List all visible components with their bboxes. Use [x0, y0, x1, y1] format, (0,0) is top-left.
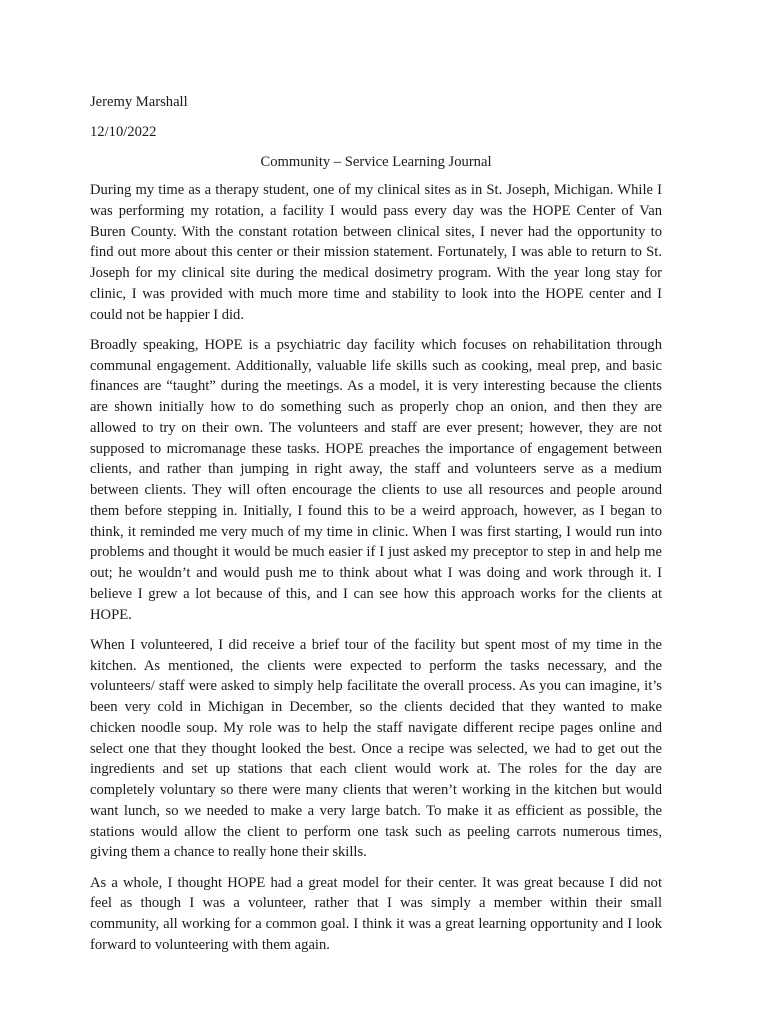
document-date: 12/10/2022 — [90, 124, 157, 140]
paragraph-line: stations would allow the client to perform one task such as peeling carrots numerous times, — [90, 823, 662, 840]
paragraph-line: want lunch, so we needed to make a very large batch. To make it as efficient as possible, the — [90, 802, 662, 819]
paragraph-line: think, it reminded me very much of my time in clinic. When I was first starting, I would run into — [90, 523, 662, 540]
paragraph-line: As a whole, I thought HOPE had a great model for their center. It was great because I did not — [90, 874, 662, 891]
paragraph-line: finances are “taught” during the meetings. As a model, it is very interesting because the clients — [90, 378, 662, 395]
paragraph-line: are shown initially how to do something such as properly chop an onion, and then they are — [90, 399, 662, 415]
paragraph-line: between clients. They will often encourage the clients to use all resources and people around — [90, 482, 662, 498]
paragraph-line: believe I grew a lot because of this, and I can see how this approach works for the clients at — [90, 585, 662, 602]
paragraph-line: forward to volunteering with them again. — [90, 936, 330, 953]
paragraph-line: giving them a chance to really hone their skills. — [90, 844, 367, 861]
document-title: Community – Service Learning Journal — [260, 154, 492, 170]
body-paragraph — [90, 335, 662, 626]
paragraph-line: chicken noodle soup. My role was to help the staff navigate different recipe pages online and — [90, 719, 662, 736]
paragraph-line: kitchen. As mentioned, the clients were expected to perform the tasks necessary, and the — [90, 657, 662, 674]
paragraph-line: problems and thought it would be much easier if I just asked my preceptor to step in and help me — [90, 544, 662, 561]
paragraph-line: When I volunteered, I did receive a brief tour of the facility but spent most of my time in the — [90, 636, 662, 653]
paragraph-line: supposed to micromanage these tasks. HOPE preaches the importance of engagement between — [90, 440, 662, 457]
paragraph-line: communal engagement. Additionally, valuable life skills such as cooking, meal prep, and basic — [90, 357, 662, 374]
paragraph-line: clients, and rather than jumping in right away, the staff and volunteers serve as a medium — [90, 461, 662, 478]
paragraph-line: HOPE. — [90, 606, 132, 623]
paragraph-line: was performing my rotation, a facility I would pass every day was the HOPE Center of Van — [90, 202, 662, 219]
paragraph-line: Broadly speaking, HOPE is a psychiatric day facility which focuses on rehabilitation through — [90, 336, 662, 353]
paragraph-line: select one that they thought looked the best. Once a recipe was selected, we had to get out the — [90, 740, 662, 757]
paragraph-line: During my time as a therapy student, one of my clinical sites as in St. Joseph, Michigan. While I — [90, 182, 662, 198]
paragraph-line: out; he wouldn’t and would push me to think about what I was doing and work through it. I — [90, 565, 662, 581]
paragraph-line: community, all working for a common goal. I think it was a great learning opportunity and I look — [90, 916, 662, 932]
paragraph-line: Joseph for my clinical site during the medical dosimetry program. With the year long stay for — [90, 265, 662, 281]
paragraph-line: could not be happier I did. — [90, 306, 245, 323]
document-body — [90, 92, 662, 956]
body-paragraph — [90, 635, 662, 863]
paragraph-line: them before stepping in. Initially, I found this to be a weird approach, however, as I began to — [90, 502, 662, 519]
body-paragraph — [90, 180, 662, 325]
paragraph-list — [90, 180, 662, 956]
paragraph-line: been very cold in Michigan in December, so the clients decided that they wanted to make — [90, 699, 662, 715]
paragraph-line: find out more about this center or their mission statement. Fortunately, I was able to return to St. — [90, 244, 662, 261]
paragraph-line: feel as though I was a volunteer, rather that I was simply a member within their small — [90, 895, 662, 912]
paragraph-line: allowed to try on their own. The volunteers and staff are ever present; however, they are not — [90, 419, 662, 436]
paragraph-line: volunteers/ staff were asked to simply help facilitate the overall process. As you can imagine, it’s — [90, 678, 662, 695]
paragraph-line: Buren County. With the constant rotation between clinical sites, I never had the opportunity to — [90, 223, 662, 240]
paragraph-line: ingredients and set up stations that each client would work at. The roles for the day are — [90, 761, 662, 778]
paragraph-line: clinic, I was provided with much more time and stability to look into the HOPE center and I — [90, 285, 662, 302]
author-name: Jeremy Marshall — [90, 94, 188, 110]
body-paragraph — [90, 873, 662, 956]
paragraph-line: completely voluntary so there were many clients that weren’t working in the kitchen but would — [90, 782, 662, 798]
